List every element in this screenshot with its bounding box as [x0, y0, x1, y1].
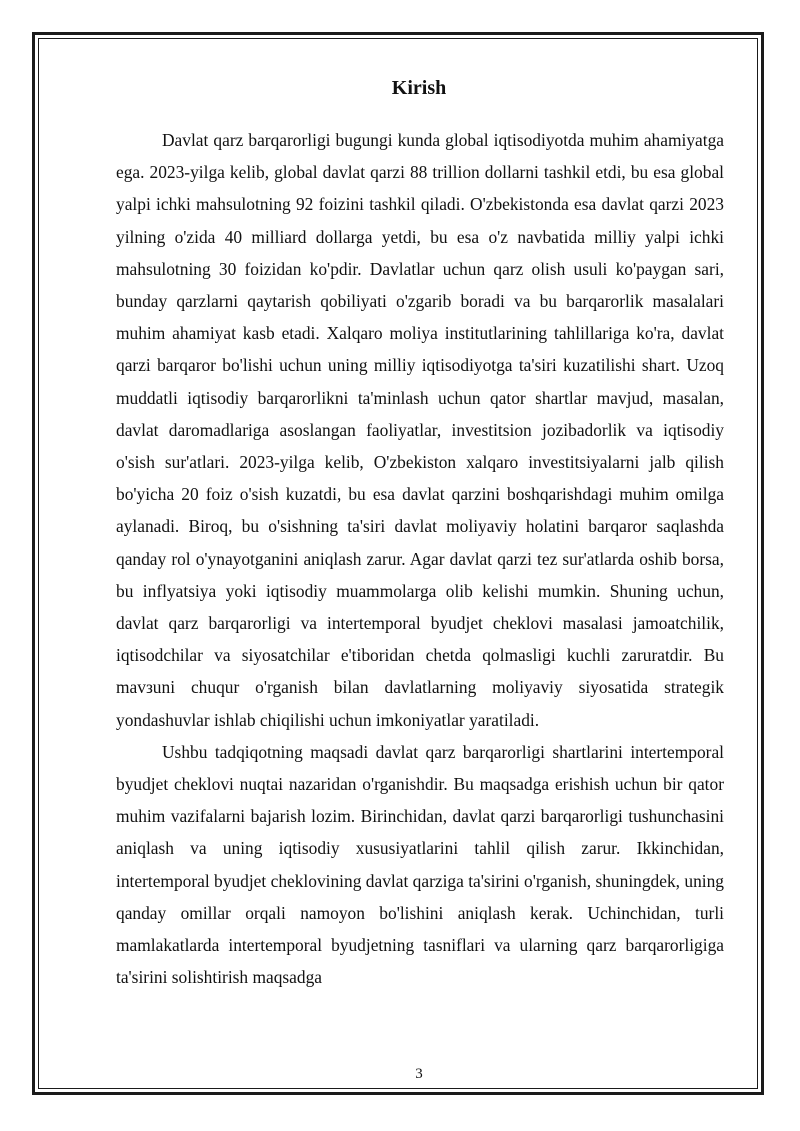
paragraph-2: Ushbu tadqiqotning maqsadi davlat qarz barqarorligi shartlarini intertemporal byudjet cheklovi nuqtai nazaridan o'rganishdir. Bu maqsadga erishish uchun bir qator muhim vazifalarni bajarish lozim. Birinchidan, davlat qarzi barqarorligi tushunchasini aniqlash va uning iqtisodiy xususiyatlarini tahlil qilish zarur. Ikkinchidan, intertemporal byudjet cheklovining davlat qarziga ta'sirini o'rganish, shuningdek, uning qanday omillar orqali namoyon bo'lishini aniqlash kerak. Uchinchidan, turli mamlakatlarda intertemporal byudjetning tasniflari va ularning qarz barqarorligiga ta'sirini solishtirish maqsadga: [116, 741, 724, 988]
paragraph-1: Davlat qarz barqarorligi bugungi kunda global iqtisodiyotda muhim ahamiyatga ega. 2023-yilga kelib, global davlat qarzi 88 trillion dollarni tashkil etdi, bu esa global yalpi ichki mahsulotning 92 foizini tashkil qiladi. O'zbekistonda esa davlat qarzi 2023 yilning o'zida 40 milliard dollarga yetdi, bu esa o'z navbatida milliy yalpi ichki mahsulotning 30 foizidan ko'pdir. Davlatlar uchun qarz olish usuli ko'paygan sari, bunday qarzlarni qaytarish qobiliyati o'zgarib boradi va bu barqarorlik masalalari muhim ahamiyat kasb etadi. Xalqaro moliya institutlarining tahlillariga ko'ra, davlat qarzi barqaror bo'lishi uchun uning milliy iqtisodiyotga ta'siri kuzatilishi shart. Uzoq muddatli iqtisodiy barqarorlikni ta'minlash uchun qator shartlar mavjud, masalan, davlat daromadlariga asoslangan faoliyatlar, investitsion jozibadorlik va iqtisodiy o'sish sur'atlari. 2023-yilga kelib, O'zbekiston xalqaro investitsiyalarni jalb qilish bo'yicha 20 foiz o'sish kuzatdi, bu esa davlat qarzini boshqarishdagi muhim omilga aylanadi. Biroq, bu o'sishning ta'siri davlat moliyaviy holatini barqaror saqlashda qanday rol o'ynayotganini aniqlash zarur. Agar davlat qarzi tez sur'atlarda oshib borsa, bu inflyatsiya yoki iqtisodiy muammolarga olib kelishi mumkin. Shuning uchun, davlat qarz barqarorligi va intertemporal byudjet cheklovi masalasi jamoatchilik, iqtisodchilar va siyosatchilar e'tiboridan chetda qolmasligi kuchli zaruratdir. Bu mavзuni chuqur o'rganish bilan davlatlarning moliyaviy siyosatida strategik yondashuvlar ishlab chiqilishi uchun imkoniyatlar yaratiladi.: [116, 130, 724, 730]
section-heading: Kirish: [391, 77, 447, 99]
page-number: 3: [415, 1066, 423, 1082]
body-text: [116, 124, 724, 993]
